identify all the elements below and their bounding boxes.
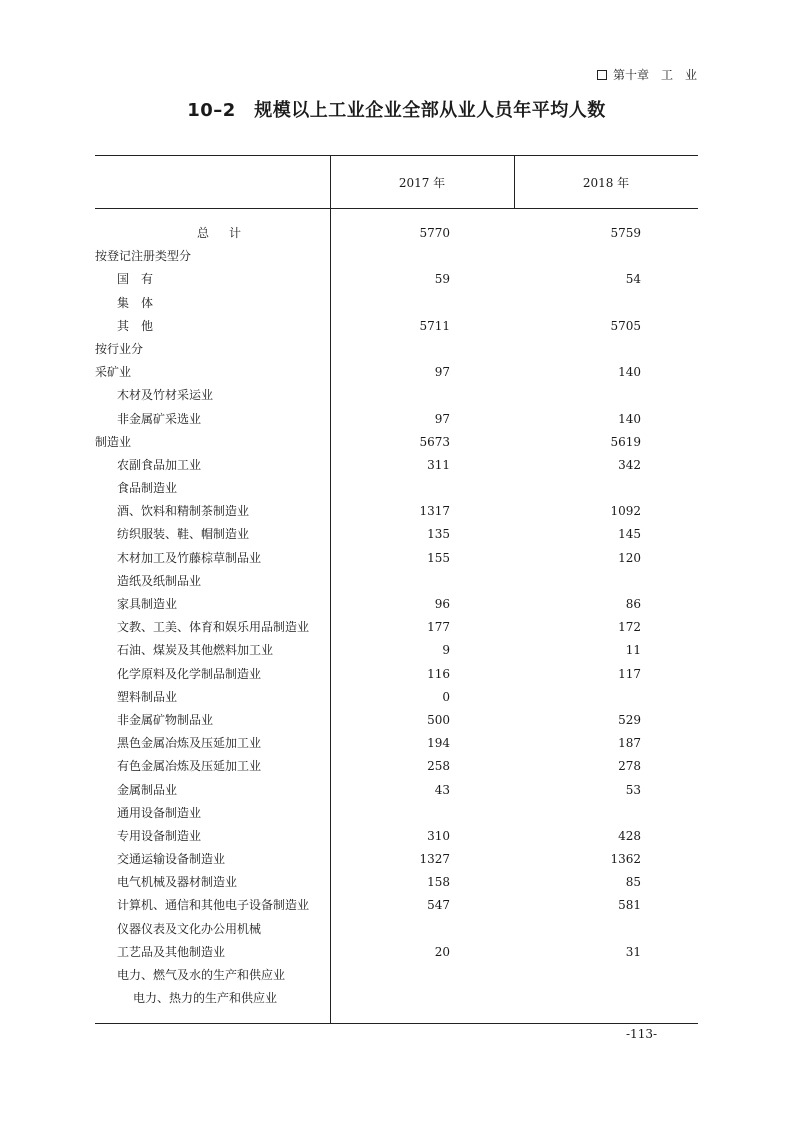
table-row	[95, 547, 698, 570]
table-row	[95, 477, 698, 500]
table-row	[95, 848, 698, 871]
table-row	[95, 894, 698, 917]
row-label: 国 有	[117, 272, 154, 287]
value-2018: 31	[625, 944, 641, 959]
row-label: 电力、燃气及水的生产和供应业	[117, 968, 286, 982]
table-row	[95, 431, 698, 454]
table-top-rule	[95, 155, 698, 156]
value-2017: 96	[434, 597, 450, 611]
chapter-label: 第十章 工 业	[612, 68, 697, 82]
row-label: 工艺品及其他制造业	[117, 944, 226, 959]
table-row	[95, 987, 698, 1010]
row-label: 计算机、通信和其他电子设备制造业	[117, 898, 310, 913]
value-2017: 59	[434, 272, 450, 287]
value-2017: 155	[427, 550, 450, 565]
value-2017: 194	[427, 736, 450, 751]
value-2018: 86	[625, 597, 641, 611]
value-2018: 172	[618, 620, 641, 635]
row-label: 木材及竹材采运业	[117, 388, 214, 403]
row-label: 纺织服装、鞋、帽制造业	[117, 527, 250, 542]
table-row	[95, 361, 698, 384]
table-row	[95, 825, 698, 848]
table-row	[95, 802, 698, 825]
table-row	[95, 918, 698, 941]
row-label: 通用设备制造业	[117, 805, 202, 820]
value-2017: 97	[434, 411, 450, 426]
chapter-header	[597, 66, 697, 83]
value-2017: 1317	[419, 504, 450, 519]
row-label: 化学原料及化学制品制造业	[117, 666, 262, 681]
row-label: 采矿业	[95, 365, 132, 380]
table-row	[95, 639, 698, 662]
value-2017: 116	[427, 666, 450, 681]
table-body	[95, 222, 698, 1010]
value-2017: 311	[427, 457, 450, 472]
table-row	[95, 732, 698, 755]
table-row	[95, 315, 698, 338]
value-2018: 1092	[610, 504, 641, 519]
value-2018: 53	[625, 782, 641, 797]
value-2018: 11	[625, 643, 641, 658]
column-header-2017: 2017 年	[398, 176, 446, 190]
value-2017: 310	[427, 828, 450, 843]
row-label: 制造业	[95, 434, 132, 449]
value-2017: 135	[427, 527, 450, 542]
square-icon	[597, 70, 607, 80]
row-label: 按登记注册类型分	[95, 249, 192, 264]
value-2017: 5770	[419, 226, 450, 240]
table-row	[95, 593, 698, 616]
value-2017: 547	[427, 898, 450, 913]
table-row	[95, 964, 698, 987]
value-2017: 43	[434, 782, 450, 797]
value-2017: 9	[442, 643, 450, 658]
value-2017: 97	[434, 365, 450, 380]
row-label: 塑料制品业	[117, 689, 178, 704]
value-2017: 1327	[419, 852, 450, 867]
value-2018: 1362	[610, 852, 641, 867]
table-header-divider	[514, 156, 515, 208]
value-2018: 145	[618, 527, 641, 542]
value-2017: 258	[427, 759, 450, 774]
value-2018: 140	[618, 411, 641, 426]
table-row	[95, 500, 698, 523]
table-row	[95, 292, 698, 315]
value-2017: 5711	[419, 318, 450, 333]
column-header-2018: 2018 年	[582, 176, 630, 190]
table-row	[95, 755, 698, 778]
row-label: 黑色金属冶炼及压延加工业	[117, 736, 262, 751]
table-row	[95, 523, 698, 546]
row-label: 食品制造业	[117, 481, 178, 496]
row-label: 酒、饮料和精制茶制造业	[117, 504, 250, 519]
table-bottom-rule	[95, 1023, 698, 1024]
table-row	[95, 268, 698, 291]
row-label: 交通运输设备制造业	[117, 852, 226, 867]
row-label: 家具制造业	[117, 597, 178, 611]
table-row	[95, 616, 698, 639]
value-2017: 20	[434, 944, 450, 959]
row-label: 文教、工美、体育和娱乐用品制造业	[117, 620, 310, 635]
row-label: 石油、煤炭及其他燃料加工业	[117, 643, 274, 658]
table-row	[95, 709, 698, 732]
table-row	[95, 408, 698, 431]
table-row	[95, 338, 698, 361]
value-2018: 529	[618, 712, 641, 727]
row-label: 其 他	[117, 318, 154, 333]
value-2018: 5619	[610, 434, 641, 449]
value-2017: 5673	[419, 434, 450, 449]
row-label: 非金属矿物制品业	[117, 712, 214, 727]
table-row	[95, 941, 698, 964]
table-row	[95, 245, 698, 268]
row-label: 电力、热力的生产和供应业	[133, 991, 278, 1006]
value-2018: 120	[618, 550, 641, 565]
value-2017: 158	[427, 875, 450, 890]
value-2018: 581	[618, 898, 641, 913]
value-2018: 117	[618, 666, 641, 681]
value-2018: 278	[618, 759, 641, 774]
row-label: 仪器仪表及文化办公用机械	[117, 921, 262, 936]
value-2018: 342	[618, 457, 641, 472]
value-2018: 85	[625, 875, 641, 890]
row-label: 金属制品业	[117, 782, 178, 797]
value-2018: 54	[625, 272, 641, 287]
value-2018: 140	[618, 365, 641, 380]
row-label: 农副食品加工业	[117, 457, 202, 472]
table-row	[95, 454, 698, 477]
row-label: 专用设备制造业	[117, 828, 202, 843]
row-label: 电气机械及器材制造业	[117, 875, 238, 890]
page-title: 10–2 规模以上工业企业全部从业人员年平均人数	[187, 100, 606, 121]
row-label: 总计	[197, 226, 262, 240]
table-row	[95, 222, 698, 245]
value-2017: 177	[427, 620, 450, 635]
row-label: 非金属矿采选业	[117, 411, 202, 426]
table-row	[95, 779, 698, 802]
table-row	[95, 871, 698, 894]
row-label: 造纸及纸制品业	[117, 573, 202, 588]
value-2018: 5759	[610, 226, 641, 240]
table-row	[95, 570, 698, 593]
table-row	[95, 686, 698, 709]
row-label: 有色金属冶炼及压延加工业	[117, 759, 262, 774]
value-2018: 428	[618, 828, 641, 843]
row-label: 集 体	[117, 295, 154, 310]
table-header-rule	[95, 208, 698, 209]
value-2017: 500	[427, 712, 450, 727]
value-2017: 0	[442, 689, 450, 704]
row-label: 按行业分	[95, 341, 144, 356]
value-2018: 187	[618, 736, 641, 751]
row-label: 木材加工及竹藤棕草制品业	[117, 550, 262, 565]
table-row	[95, 663, 698, 686]
value-2018: 5705	[610, 318, 641, 333]
page-number: -113-	[626, 1027, 658, 1041]
table-row	[95, 384, 698, 407]
